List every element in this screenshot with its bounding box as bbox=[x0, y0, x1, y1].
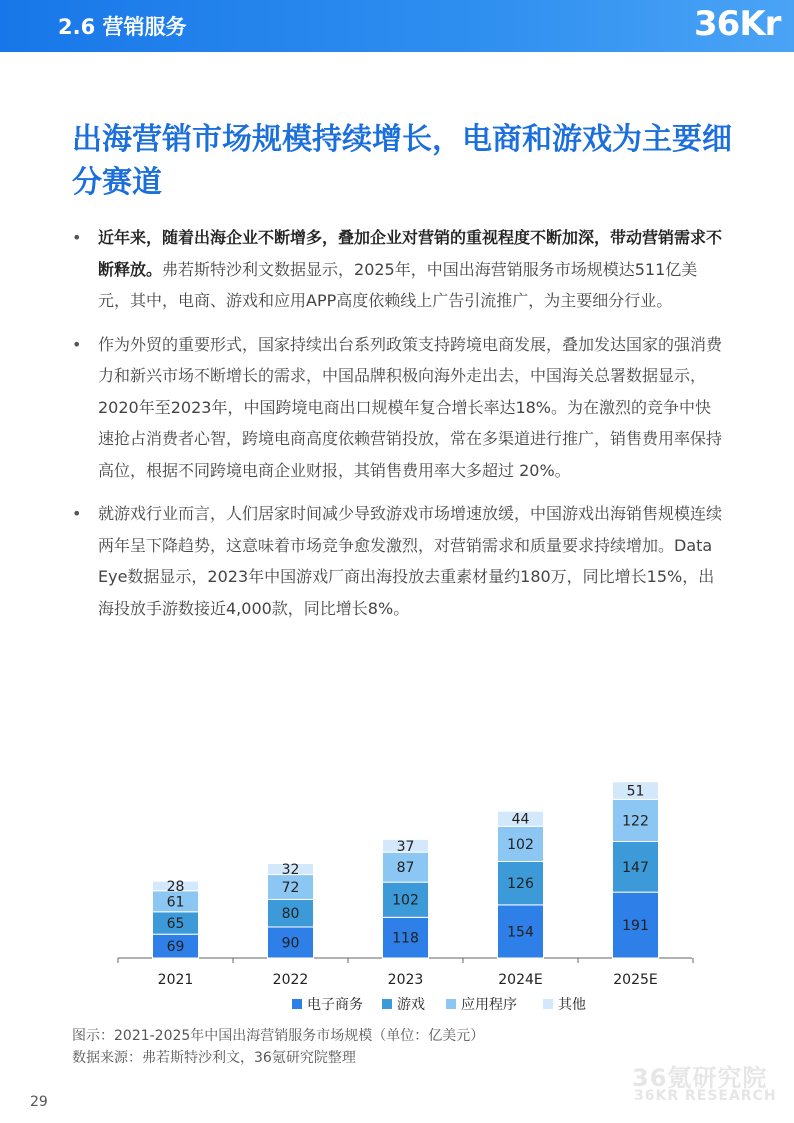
data-label: 80 bbox=[281, 906, 300, 923]
data-label: 102 bbox=[507, 836, 534, 853]
legend-swatch bbox=[292, 999, 302, 1009]
data-label: 147 bbox=[622, 859, 649, 876]
page-number: 29 bbox=[30, 1094, 48, 1110]
data-label: 51 bbox=[626, 783, 645, 800]
figure-source: 数据来源：弗若斯特沙利文，36氪研究院整理 bbox=[72, 1050, 356, 1066]
bullet-item bbox=[72, 222, 724, 317]
bullet-dot-icon: • bbox=[72, 504, 82, 523]
bullet-dot-icon: • bbox=[72, 228, 82, 247]
legend-swatch bbox=[382, 999, 392, 1009]
data-label: 44 bbox=[511, 811, 530, 828]
figure-title: 图示：2021-2025年中国出海营销服务市场规模（单位：亿美元） bbox=[72, 1028, 485, 1044]
x-tick-label: 2024E bbox=[498, 972, 543, 988]
data-label: 122 bbox=[622, 813, 649, 830]
data-label: 87 bbox=[396, 860, 415, 877]
header-bar bbox=[0, 0, 794, 52]
x-tick-label: 2021 bbox=[157, 972, 194, 988]
bullet-text: 就游戏行业而言，人们居家时间减少导致游戏市场增速放缓，中国游戏出海销售规模连续两年呈下降趋势，这意味着市场竞争愈发激烈，对营销需求和质量要求持续增加。Data Eye数据显示，2023年中国游戏厂商出海投放去重素材量约180万，同比增长15%，出海投放手游数接近4,000款，同比增长8%。 bbox=[98, 504, 723, 618]
section-label: 2.6 营销服务 bbox=[58, 15, 187, 39]
36kr-logo: 36Kr bbox=[694, 4, 781, 44]
page-title: 出海营销市场规模持续增长，电商和游戏为主要细分赛道 bbox=[72, 122, 732, 200]
x-tick-label: 2023 bbox=[387, 972, 424, 988]
figure-caption bbox=[72, 1025, 484, 1069]
bullet-dot-icon: • bbox=[72, 334, 82, 354]
legend-label: 电子商务 bbox=[307, 997, 363, 1013]
data-label: 126 bbox=[507, 876, 534, 893]
data-label: 28 bbox=[166, 878, 185, 895]
legend-label: 其他 bbox=[558, 997, 586, 1013]
data-label: 72 bbox=[281, 879, 300, 896]
legend-swatch bbox=[446, 999, 456, 1009]
data-label: 154 bbox=[507, 924, 534, 941]
data-label: 65 bbox=[166, 916, 185, 933]
bullet-list bbox=[72, 222, 724, 636]
bullet-bold-text: 近年来，随着出海企业不断增多，叠加企业对营销的重视程度不断加深，带动营销需求不断释放。 bbox=[98, 228, 723, 279]
legend-label: 游戏 bbox=[397, 997, 425, 1013]
data-label: 32 bbox=[281, 862, 300, 879]
bullet-item bbox=[72, 498, 724, 624]
bullet-text: 作为外贸的重要形式，国家持续出台系列政策支持跨境电商发展，叠加发达国家的强消费力和新兴市场不断增长的需求，中国品牌积极向海外走出去，中国海关总署数据显示，2020年至2023年，中国跨境电商出口规模年复合增长率达18%。为在激烈的竞争中快速抢占消费者心智，跨境电商高度依赖营销投放，常在多渠道进行推广，销售费用率保持高位，根据不同跨境电商企业财报，其销售费用率大多超过 20%。 bbox=[98, 334, 723, 480]
data-label: 191 bbox=[622, 918, 649, 935]
watermark-en: 36KR RESEARCH bbox=[634, 1088, 777, 1104]
x-tick-label: 2025E bbox=[613, 972, 658, 988]
bullet-item bbox=[72, 329, 724, 487]
watermark-cn: 36氪研究院 bbox=[632, 1064, 768, 1092]
legend-swatch bbox=[543, 999, 553, 1009]
data-label: 118 bbox=[392, 930, 419, 947]
data-label: 61 bbox=[166, 894, 185, 911]
data-label: 69 bbox=[166, 939, 185, 956]
bullet-text: 弗若斯特沙利文数据显示，2025年，中国出海营销服务市场规模达511亿美元，其中，电商、游戏和应用APP高度依赖线上广告引流推广，为主要细分行业。 bbox=[98, 259, 698, 310]
data-label: 90 bbox=[281, 935, 300, 952]
data-label: 37 bbox=[396, 838, 415, 855]
data-label: 102 bbox=[392, 892, 419, 909]
x-tick-label: 2022 bbox=[272, 972, 309, 988]
market-size-chart bbox=[70, 770, 730, 1020]
legend-label: 应用程序 bbox=[461, 997, 517, 1013]
